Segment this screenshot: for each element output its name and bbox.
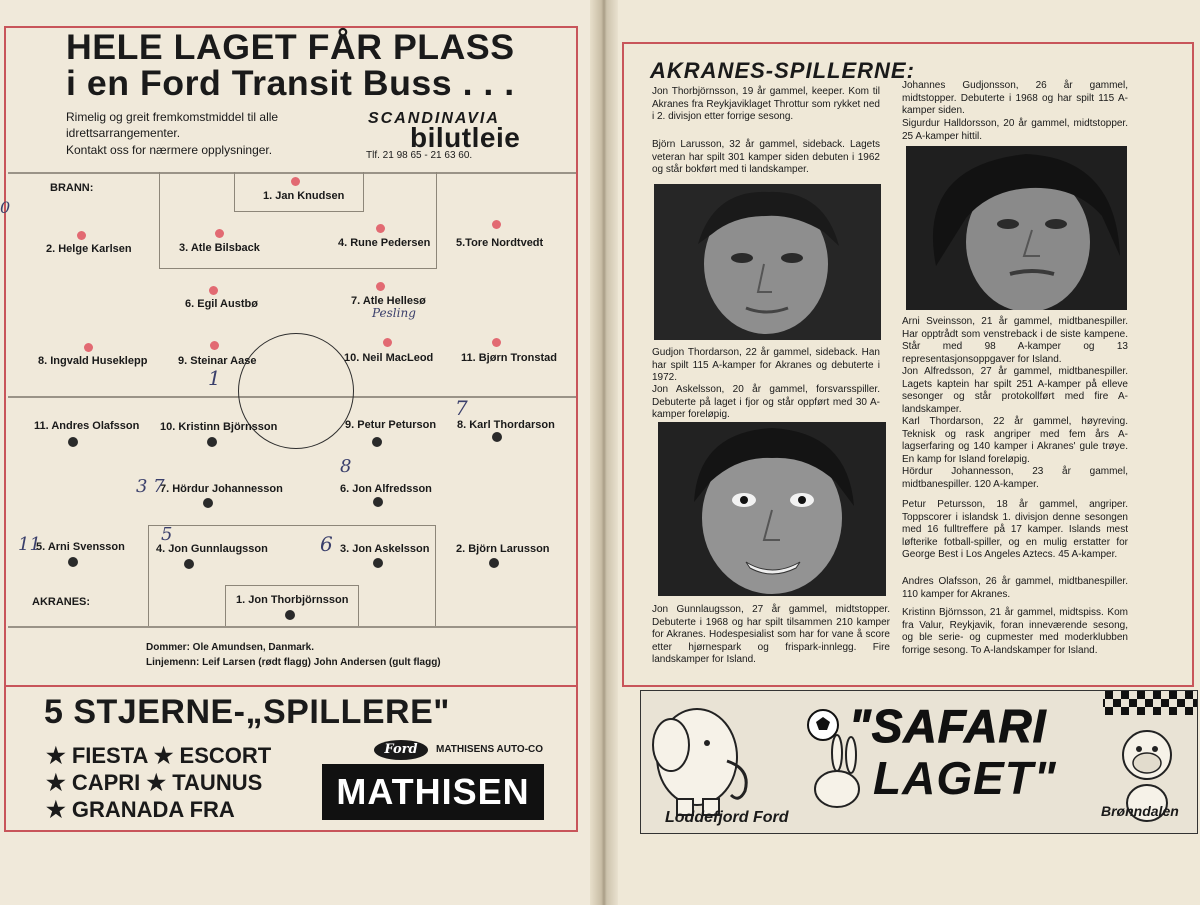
ad-body-line2: idrettsarrangementer. bbox=[66, 126, 181, 140]
player-marker bbox=[492, 220, 501, 229]
bottom-ad-headline: 5 STJERNE-„SPILLERE" bbox=[44, 693, 450, 731]
handwritten-note: 7 bbox=[455, 396, 468, 420]
handwritten-note: 1 bbox=[208, 366, 221, 390]
player-bio: Jon Alfredsson, 27 år gammel, midtbanespiller. Lagets kaptein har spilt 251 A-kamper på elleve sesonger og står protokollført med fire A-landskamper. bbox=[902, 366, 1128, 415]
player-marker bbox=[209, 286, 218, 295]
player-label: 7. Atle Hellesø bbox=[351, 295, 426, 307]
player-bio: Hördur Johannesson, 23 år gammel, midtbanespiller. 120 A-kamper. bbox=[902, 466, 1128, 490]
player-photo bbox=[906, 146, 1127, 310]
player-label: 5.Tore Nordtvedt bbox=[456, 237, 544, 249]
safari-headline-line1: "SAFARI bbox=[849, 700, 1047, 752]
player-bio: Arni Sveinsson, 21 år gammel, midtbanespiller. Har opptrådt som venstreback i de siste kampene. Står med 98 A-kamper og 13 representasjonsoppgaver for Island. bbox=[902, 316, 1128, 365]
phone-number: Tlf. 21 98 65 - 21 63 60. bbox=[366, 150, 473, 161]
mathisen-logo: MATHISEN bbox=[322, 764, 544, 820]
player-marker bbox=[373, 558, 383, 568]
face-photo-icon bbox=[906, 146, 1127, 310]
player-photo bbox=[654, 184, 881, 340]
dealer-small-name: MATHISENS AUTO-CO bbox=[436, 744, 544, 755]
safari-ad bbox=[640, 690, 1198, 834]
player-bio: Sigurdur Halldorsson, 20 år gammel, midtstopper. 25 A-kamper hittil. bbox=[902, 118, 1128, 142]
football-icon bbox=[808, 710, 838, 740]
player-label: 3. Jon Askelsson bbox=[340, 543, 430, 555]
player-label: 8. Ingvald Huseklepp bbox=[38, 355, 148, 367]
handwritten-note: 3 7 bbox=[136, 476, 165, 497]
player-bio: Petur Petursson, 18 år gammel, angriper. Toppscorer i islandsk 1. divisjon denne sesongen med 16 fulltreffere på 17 kamper. Islands mest løfterike fotball-spiller, og en mulig erstatter for George Best i Los Angeles Aztecs. 45 A-kamper. bbox=[902, 499, 1128, 561]
model-list-line3: ★ GRANADA FRA bbox=[46, 797, 235, 822]
player-label: 7. Hördur Johannesson bbox=[160, 483, 283, 495]
elephant-icon bbox=[653, 709, 746, 815]
handwritten-note: Pesling bbox=[372, 306, 416, 320]
player-marker bbox=[184, 559, 194, 569]
player-bio: Andres Olafsson, 26 år gammel, midtbanespiller. 110 kamper for Akranes. bbox=[902, 576, 1128, 600]
player-marker bbox=[207, 437, 217, 447]
bronndalen-logo: Brønndalen bbox=[1101, 803, 1179, 819]
player-label: 1. Jon Thorbjörnsson bbox=[236, 594, 349, 606]
ad-headline-line1: HELE LAGET FÅR PLASS bbox=[66, 28, 515, 67]
bottom-goal-box bbox=[225, 585, 359, 627]
pitch-bottom-line bbox=[8, 626, 576, 628]
page-spine bbox=[590, 0, 618, 905]
player-marker bbox=[376, 224, 385, 233]
ad-headline-line2: i en Ford Transit Buss . . . bbox=[66, 64, 515, 103]
player-bio: Björn Larusson, 32 år gammel, sideback. Lagets veteran har spilt 301 kamper siden debuten i 1962 og står bokført med ti landskamper. bbox=[652, 139, 880, 176]
player-bio: Jon Thorbjörnsson, 19 år gammel, keeper. Kom til Akranes fra Reykjaviklaget Throttur som rykket ned i 2. divisjon etter forrige sesong. bbox=[652, 86, 880, 123]
player-label: 6. Jon Alfredsson bbox=[340, 483, 432, 495]
player-marker bbox=[203, 498, 213, 508]
scandinavia-logo: SCANDINAVIA bbox=[368, 110, 500, 127]
player-marker bbox=[376, 282, 385, 291]
player-marker bbox=[291, 177, 300, 186]
ford-logo: Ford bbox=[374, 740, 428, 760]
player-bio: Karl Thordarson, 22 år gammel, høyreving. Teknisk og rask angriper med fem års A-lagserfaring og 140 kamper i Akranes' gule trøye. En kamp for Island foreløpig. bbox=[902, 416, 1128, 465]
player-label: 9. Steinar Aase bbox=[178, 355, 257, 367]
player-label: 2. Björn Larusson bbox=[456, 543, 550, 555]
face-photo-icon bbox=[654, 184, 881, 340]
player-marker bbox=[68, 557, 78, 567]
player-label: 2. Helge Karlsen bbox=[46, 243, 132, 255]
player-label: 9. Petur Peturson bbox=[345, 419, 437, 431]
player-bio: Jon Gunnlaugsson, 27 år gammel, midtstopper. Debuterte i 1968 og har spilt tilsammen 210 kamper for Akranes. Hodespesialist som har for vane å score etter hjørnespark og frispark-innlegg. Fire landskamper for Island. bbox=[652, 604, 890, 666]
player-label: 5. Arni Svensson bbox=[36, 541, 125, 553]
player-marker bbox=[77, 231, 86, 240]
player-bio: Kristinn Björnsson, 21 år gammel, midtspiss. Kom fra Valur, Reykjavik, foran inneværende sesong, og ble serie- og cupmester med moderklubben forrige sesong. To A-landskamper for Island. bbox=[902, 607, 1128, 656]
player-marker bbox=[373, 497, 383, 507]
player-marker bbox=[489, 558, 499, 568]
player-label: 11. Bjørn Tronstad bbox=[461, 352, 557, 364]
handwritten-note: 5 bbox=[161, 524, 173, 545]
player-label: 4. Rune Pedersen bbox=[338, 237, 431, 249]
player-marker bbox=[492, 432, 502, 442]
player-label: 6. Egil Austbø bbox=[185, 298, 258, 310]
player-marker bbox=[285, 610, 295, 620]
referee-line: Dommer: Ole Amundsen, Danmark. bbox=[146, 642, 315, 653]
player-marker bbox=[68, 437, 78, 447]
player-photo bbox=[658, 422, 886, 596]
player-marker bbox=[215, 229, 224, 238]
player-bio: Gudjon Thordarson, 22 år gammel, sideback. Han har spilt 115 A-kamper for Akranes og debuterte i 1972. bbox=[652, 347, 880, 384]
player-marker bbox=[372, 437, 382, 447]
linesmen-line: Linjemenn: Leif Larsen (rødt flagg) John Andersen (gult flagg) bbox=[146, 657, 441, 668]
team-label-akranes: AKRANES: bbox=[32, 596, 91, 608]
player-bio: Jon Askelsson, 20 år gammel, forsvarsspiller. Debuterte på laget i fjor og står oppført med 30 A-kamper foreløpig. bbox=[652, 384, 880, 421]
loddefjord-ford-logo: Loddefjord Ford bbox=[665, 809, 789, 826]
player-marker bbox=[492, 338, 501, 347]
player-label: 4. Jon Gunnlaugsson bbox=[156, 543, 268, 555]
bilutleie-logo: bilutleie bbox=[410, 122, 521, 153]
player-label: 10. Neil MacLeod bbox=[344, 352, 434, 364]
right-page-title: AKRANES-SPILLERNE: bbox=[650, 58, 915, 83]
handwritten-note: 11 bbox=[18, 534, 41, 555]
player-label: 11. Andres Olafsson bbox=[34, 420, 140, 432]
face-photo-icon bbox=[658, 422, 886, 596]
handwritten-note: 0 bbox=[0, 198, 11, 217]
ad-body-line3: Kontakt oss for nærmere opplysninger. bbox=[66, 143, 273, 157]
player-marker bbox=[210, 341, 219, 350]
player-label: 10. Kristinn Björnsson bbox=[160, 421, 278, 433]
ad-body-line1: Rimelig og greit fremkomstmiddel til alle bbox=[66, 110, 279, 124]
model-list-line2: ★ CAPRI ★ TAUNUS bbox=[46, 770, 263, 795]
team-label-brann: BRANN: bbox=[50, 182, 94, 194]
safari-headline-line2: LAGET" bbox=[873, 752, 1057, 804]
handwritten-note: 6 bbox=[320, 532, 333, 556]
player-label: 8. Karl Thordarson bbox=[457, 419, 555, 431]
model-list-line1: ★ FIESTA ★ ESCORT bbox=[46, 743, 272, 768]
player-label: 1. Jan Knudsen bbox=[263, 190, 345, 202]
player-label: 3. Atle Bilsback bbox=[179, 242, 260, 254]
player-marker bbox=[84, 343, 93, 352]
player-marker bbox=[383, 338, 392, 347]
player-bio: Johannes Gudjonsson, 26 år gammel, midtstopper. Debuterte i 1968 og har spilt 115 A-kamper siden. bbox=[902, 80, 1128, 117]
handwritten-note: 8 bbox=[340, 456, 352, 477]
